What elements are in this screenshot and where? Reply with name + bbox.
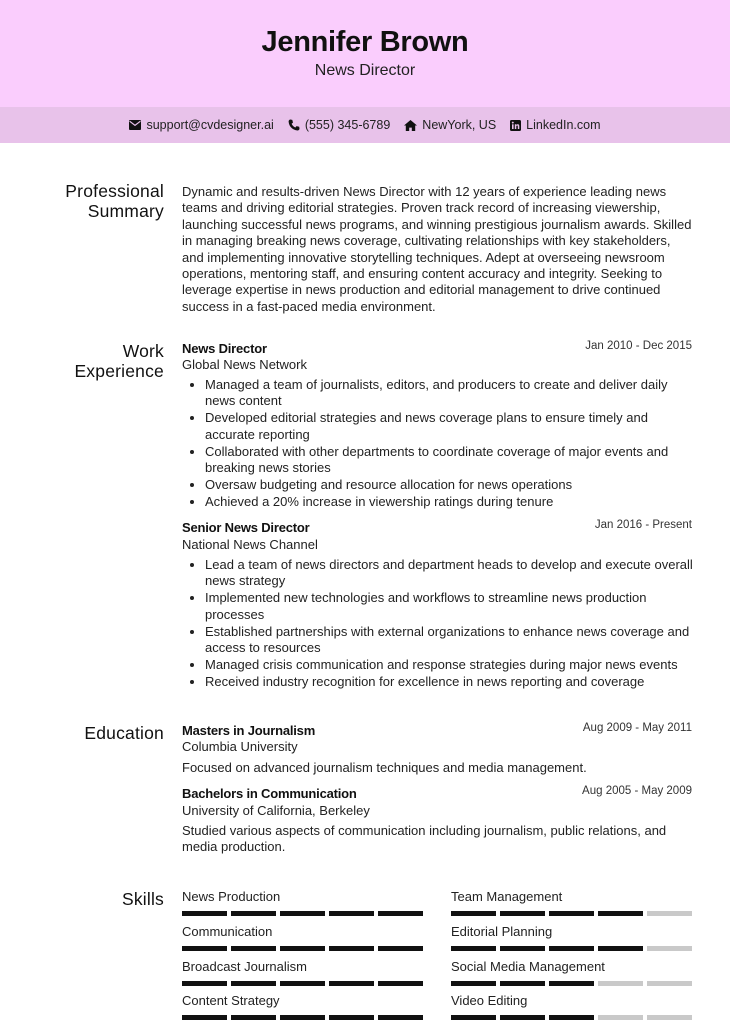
edu-description: Focused on advanced journalism techniques and media management. [182,760,587,775]
skill-level-segment [598,1015,643,1020]
skill-name: Communication [182,924,273,939]
skill-level-bar [451,946,693,951]
skill-level-segment [549,946,594,951]
skill-name: Video Editing [451,993,528,1008]
skill-level-segment [500,981,545,986]
skill-level-segment [500,1015,545,1020]
contact-location [404,118,496,132]
skill-level-bar [182,911,424,916]
edu-date: Aug 2009 - May 2011 [582,722,692,734]
skill-level-bar [182,1015,424,1020]
list-item: Implemented new technologies and workflows to streamline news production processes [182,590,694,623]
home-icon [404,120,417,131]
contact-phone[interactable] [288,118,390,132]
skill-item [451,959,693,986]
skill-level-bar [182,946,424,951]
section-title-line: Professional [65,181,164,201]
skill-level-segment [182,981,227,986]
job-date: Jan 2010 - Dec 2015 [585,340,692,352]
skill-level-segment [451,1015,496,1020]
contact-linkedin[interactable] [510,118,600,132]
skill-level-segment [378,1015,423,1020]
skill-level-segment [378,981,423,986]
edu-description: Studied various aspects of communication including journalism, public relations, and media production. [182,823,667,855]
section-title-line: Education [84,723,164,743]
candidate-role: News Director [314,62,416,79]
skill-name: Social Media Management [451,959,605,974]
skill-level-bar [451,1015,693,1020]
skill-level-segment [598,911,643,916]
job-bullets [182,377,694,511]
section-title-line: Work [122,341,164,361]
contact-email[interactable] [129,118,273,132]
skill-level-segment [329,981,374,986]
skill-level-segment [647,981,692,986]
list-item: Achieved a 20% increase in viewership ratings during tenure [182,494,694,510]
skill-level-segment [231,911,276,916]
job-date: Jan 2016 - Present [594,519,692,531]
email-text: support@cvdesigner.ai [146,118,274,132]
skill-level-segment [598,981,643,986]
skill-item [182,889,424,916]
job-title: Senior News Director [182,520,310,535]
job-bullets [182,557,694,691]
job-org: National News Channel [182,537,318,552]
envelope-icon [129,120,141,130]
skill-level-segment [500,946,545,951]
list-item: Oversaw budgeting and resource allocation for news operations [182,477,694,493]
list-item: Developed editorial strategies and news coverage plans to ensure timely and accurate reporting [182,410,694,443]
skill-level-segment [549,911,594,916]
skill-level-segment [647,1015,692,1020]
phone-text: (555) 345-6789 [304,118,391,132]
skill-level-segment [280,946,325,951]
list-item: Established partnerships with external organizations to enhance news coverage and access to resources [182,624,694,657]
skill-item [451,924,693,951]
section-title-education [84,723,164,743]
section-title-line: Summary [87,201,164,221]
candidate-name: Jennifer Brown [261,26,469,58]
skill-level-segment [329,1015,374,1020]
skill-level-segment [598,946,643,951]
skill-level-segment [451,981,496,986]
section-title-skills [122,889,164,909]
skill-level-segment [182,911,227,916]
section-title-summary [65,181,164,221]
section-title-line: Skills [121,889,164,909]
skill-level-segment [378,946,423,951]
list-item: Collaborated with other departments to coordinate coverage of major events and breaking news stories [182,444,694,477]
skill-item [182,959,424,986]
skill-name: Content Strategy [182,993,280,1008]
skill-level-segment [280,911,325,916]
section-title-work [74,341,164,381]
skill-level-segment [231,1015,276,1020]
skill-level-segment [280,1015,325,1020]
job-org: Global News Network [182,357,307,372]
list-item: Managed a team of journalists, editors, and producers to create and deliver daily news content [182,377,694,410]
linkedin-text: LinkedIn.com [526,118,601,132]
skill-item [182,924,424,951]
list-item: Received industry recognition for excellence in news reporting and coverage [182,674,694,690]
skill-level-segment [549,1015,594,1020]
edu-degree: Bachelors in Communication [182,786,357,801]
contact-bar [0,107,730,143]
summary-text: Dynamic and results-driven News Director with 12 years of experience leading news teams and driving editorial strategies. Proven track record of increasing viewership, launching successful news programs, and winning prestigious journalism awards. Skilled in managing breaking news coverage, cultivating relationships with key stakeholders, and implementing innovative storytelling techniques. Adept at overseeing newsroom operations, mentoring staff, and ensuring content accuracy and integrity. Seeking to leverage expertise in news production and editorial management to drive continued success in a fast-paced media environment. [182,184,692,314]
skill-level-segment [451,911,496,916]
skill-level-segment [378,911,423,916]
skill-level-segment [451,946,496,951]
skill-name: Broadcast Journalism [182,959,307,974]
skill-level-segment [500,911,545,916]
skill-level-bar [451,911,693,916]
skill-name: Editorial Planning [451,924,553,939]
skill-level-segment [231,946,276,951]
location-text: NewYork, US [422,118,497,132]
skill-item [451,993,693,1020]
list-item: Managed crisis communication and response strategies during major news events [182,657,694,673]
skill-item [182,993,424,1020]
skill-level-segment [280,981,325,986]
skill-level-segment [329,911,374,916]
skill-level-bar [182,981,424,986]
phone-icon [288,119,300,131]
section-title-line: Experience [74,361,164,381]
edu-school: Columbia University [182,739,298,754]
linkedin-icon [510,120,521,131]
resume-header [0,0,730,107]
edu-degree: Masters in Journalism [182,723,316,738]
list-item: Lead a team of news directors and department heads to develop and execute overall news strategy [182,557,694,590]
skill-level-segment [231,981,276,986]
skill-item [451,889,693,916]
skill-level-bar [451,981,693,986]
edu-date: Aug 2005 - May 2009 [582,785,692,797]
skill-name: Team Management [451,889,563,904]
skill-level-segment [329,946,374,951]
skill-level-segment [549,981,594,986]
skill-level-segment [647,946,692,951]
skill-level-segment [182,946,227,951]
job-title: News Director [182,341,267,356]
skill-level-segment [647,911,692,916]
edu-school: University of California, Berkeley [182,803,370,818]
skill-name: News Production [182,889,281,904]
skill-level-segment [182,1015,227,1020]
